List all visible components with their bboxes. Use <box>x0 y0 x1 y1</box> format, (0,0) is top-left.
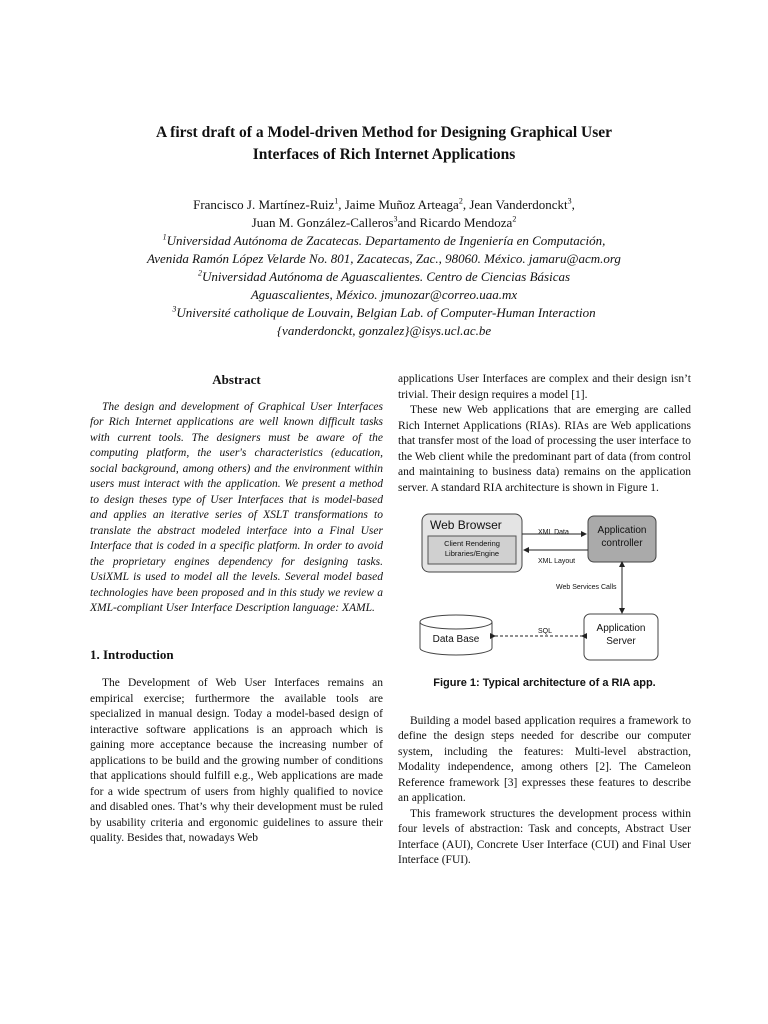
figure-architecture <box>398 510 691 670</box>
affil-number: 1 <box>162 232 167 242</box>
affil-text: Universidad Autónoma de Aguascalientes. Centro de Ciencias Básicas <box>201 269 571 284</box>
right-paragraph-1: These new Web applications that are emerging are called Rich Internet Applications (RIAs). RIAs are Web applications that transfer most of the load of processing the user interface to the Web client while the predominant part of data (from control and maintaining to business data) remains on the application server. A standard RIA architecture is shown in Figure 1. <box>398 404 691 494</box>
affiliations <box>60 232 708 340</box>
xml-data-label: XML Data <box>538 529 569 536</box>
affil-mark: 3 <box>567 196 572 206</box>
app-server-line-2: Server <box>606 636 636 647</box>
affil-2b: Aguascalientes, México. jmunozar@correo.uaa.mx <box>250 287 518 302</box>
app-controller-label <box>588 524 656 550</box>
author-name: Juan M. González-Calleros <box>251 215 394 230</box>
affil-2a <box>60 268 708 286</box>
affil-1b: Avenida Ramón López Velarde No. 801, Zacatecas, Zac., 98060. México. jamaru@acm.org <box>147 251 621 266</box>
affil-text: Université catholique de Louvain, Belgian Lab. of Computer-Human Interaction <box>176 305 596 320</box>
client-engine-line-2: Libraries/Engine <box>444 549 500 558</box>
affil-mark: 2 <box>512 214 517 224</box>
author-line-2 <box>60 214 708 232</box>
ws-calls-label: Web Services Calls <box>556 584 617 591</box>
database-label: Data Base <box>432 634 480 645</box>
intro-paragraph: The Development of Web User Interfaces remains an empirical exercise; furthermore the available tools are specialized in manual design. Today a model-based design of interactive software applications is an approach which is gaining more acceptance because the increasing number of applications to be build and the growing number of conditions that applications should fulfill e.g., Web applications are made for a wide spectrum of users from highly qualified to novice and disabled ones. That’s why their development must be ruled by usability criteria and ergonomic guidelines to assure their quality. Besides that, nowadays Web <box>90 677 383 844</box>
affil-mark: 3 <box>393 214 398 224</box>
right-paragraph-2: Building a model based application requires a framework to define the design steps needed for describe our computer system, including the features: Multi-level abstraction, Modality independence, among others [2]. The Cameleon Reference framework [3] expresses these features to describe an application. <box>398 714 691 804</box>
author-name: and Ricardo Mendoza <box>397 215 513 230</box>
affil-text: Universidad Autónoma de Zacatecas. Departamento de Ingeniería en Computación, <box>166 233 606 248</box>
affil-3b: {vanderdonckt, gonzalez}@isys.ucl.ac.be <box>276 323 492 338</box>
affil-mark: 2 <box>458 196 463 206</box>
author-line-1 <box>60 196 708 214</box>
affil-mark: 1 <box>334 196 339 206</box>
affil-number: 2 <box>197 268 202 278</box>
affil-3a <box>60 304 708 322</box>
sql-label: SQL <box>538 628 553 635</box>
paper-title <box>60 122 708 166</box>
right-paragraph-3: This framework structures the development process within four levels of abstraction: Task and concepts, Abstract User Interface (AUI), Concrete User Interface (CUI) and Final User Interface (FUI). <box>398 807 691 866</box>
app-controller-line-2: controller <box>601 538 643 549</box>
title-line-2: Interfaces of Rich Internet Applications <box>252 146 516 163</box>
left-column <box>90 372 383 847</box>
author-list <box>60 196 708 232</box>
figure-caption: Figure 1: Typical architecture of a RIA app. <box>433 677 656 689</box>
app-controller-line-1: Application <box>597 525 647 536</box>
app-server-label <box>584 622 658 648</box>
app-server-line-1: Application <box>596 623 646 634</box>
author-name: , Jaime Muñoz Arteaga <box>338 197 459 212</box>
database-top <box>420 615 492 629</box>
client-engine-label <box>428 539 516 559</box>
web-browser-label: Web Browser <box>430 518 502 532</box>
right-column <box>398 372 691 869</box>
abstract-text: The design and development of Graphical User Interfaces for Rich Internet applications are well known difficult tasks with current tools. The designers must be aware of the computing platform, the user's characteristics (education, social background, among others) and the environment within users must interact with the application. We present a method to design theses type of User Interfaces that is model-based and applies an iterative series of XSLT transformations to translate the abstract modeled interface into a Final User Interface that is coded in a specific platform. In order to avoid the proprietary engines dependency for designing tasks. UsiXML is used to model all the levels. Several model based technologies have been proposed and in this study we review a XML-compliant User Interface Description language: XAML. <box>90 400 383 614</box>
intro-heading: 1. Introduction <box>90 646 174 662</box>
client-engine-line-1: Client Rendering <box>444 539 500 548</box>
author-name: Francisco J. Martínez-Ruiz <box>193 197 335 212</box>
affil-number: 3 <box>172 304 177 314</box>
right-paragraph-0: applications User Interfaces are complex and their design isn’t trivial. Their design requires a model [1]. <box>398 373 691 401</box>
abstract-heading: Abstract <box>212 372 261 387</box>
author-sep: , <box>571 197 575 212</box>
affil-1a <box>60 232 708 250</box>
title-line-1: A first draft of a Model-driven Method for Designing Graphical User <box>155 124 613 141</box>
author-name: , Jean Vanderdonckt <box>462 197 568 212</box>
xml-layout-label: XML Layout <box>538 558 576 565</box>
